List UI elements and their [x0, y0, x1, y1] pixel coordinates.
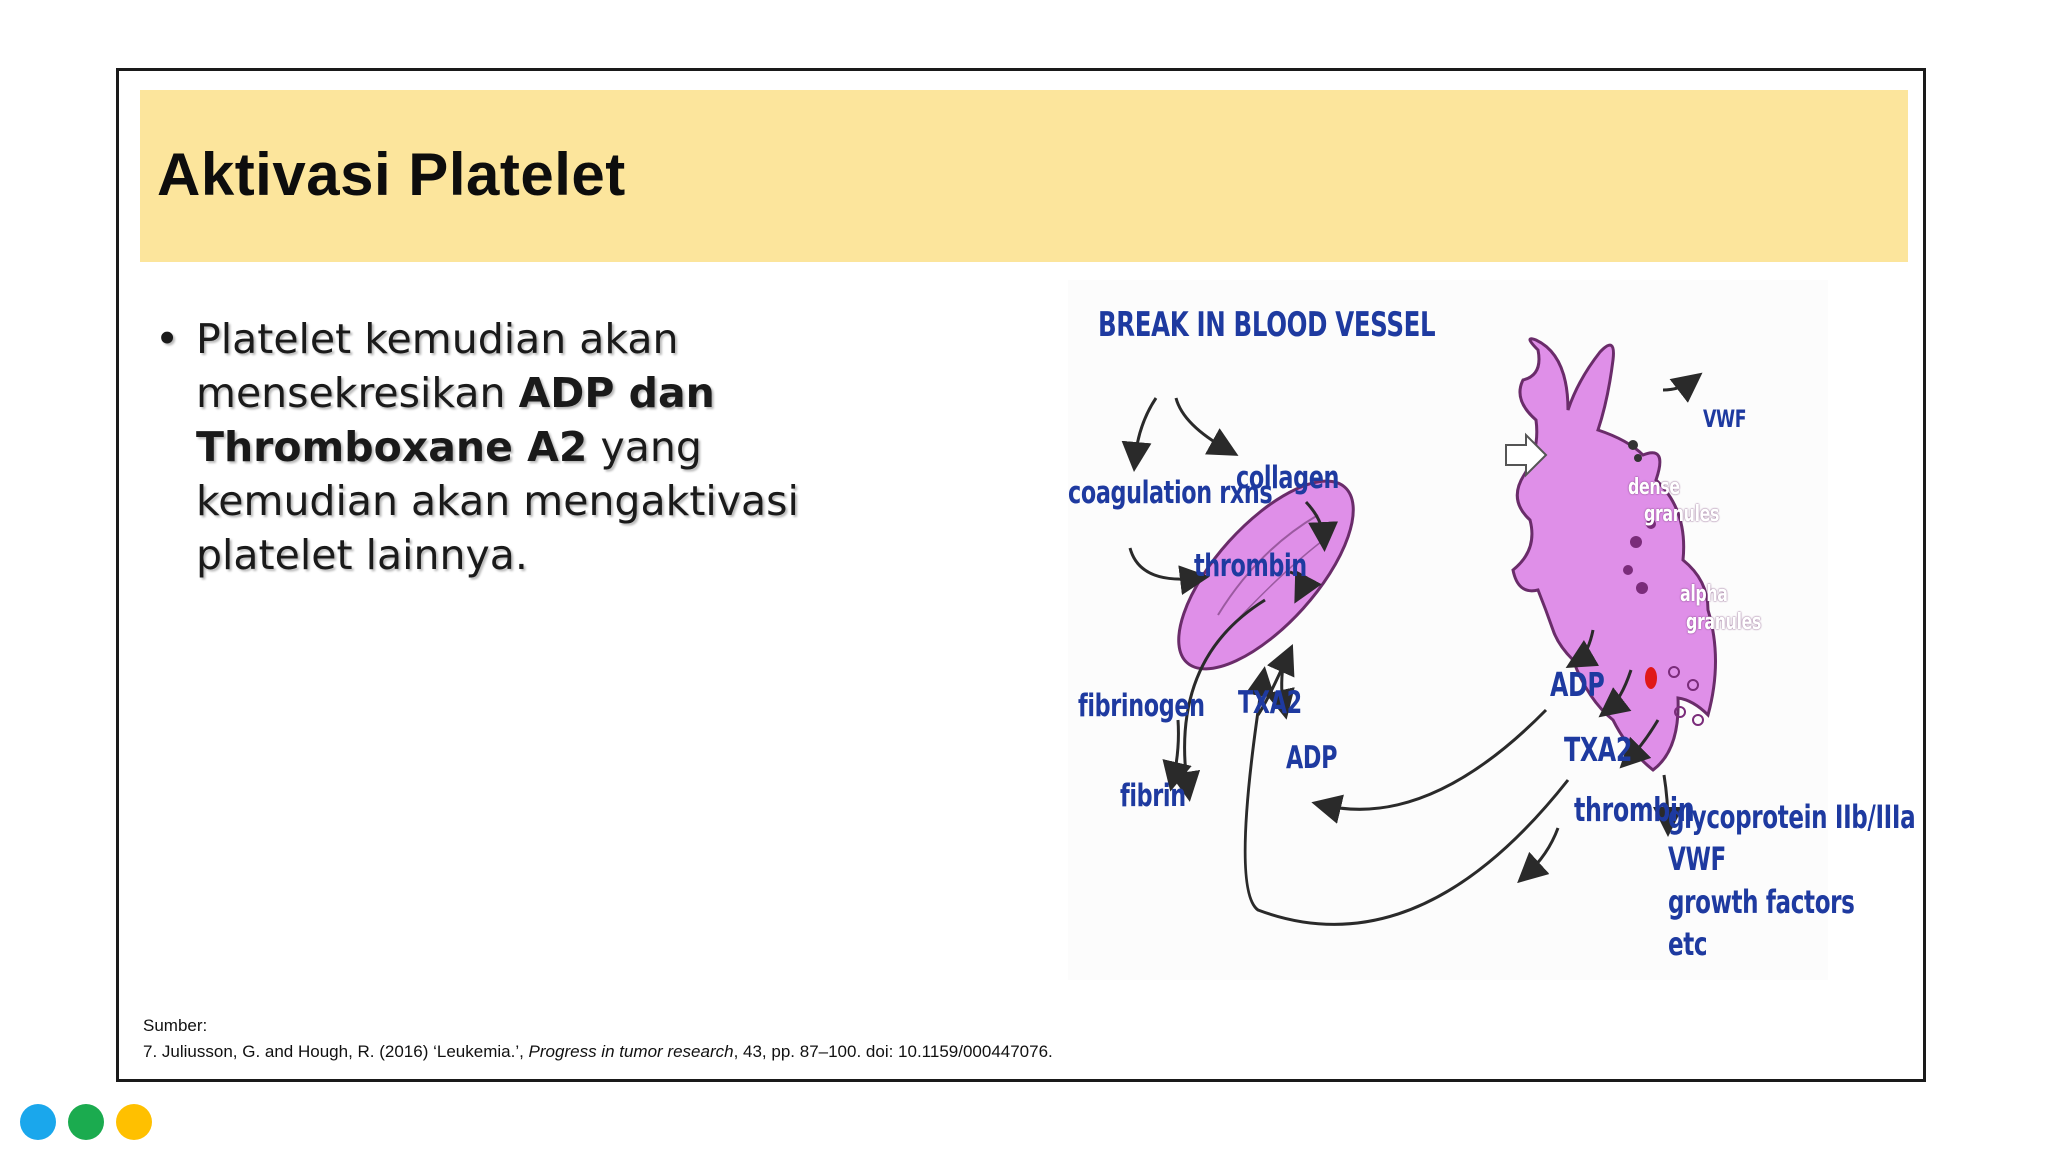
- label-coagulation-rxns: coagulation rxns: [1068, 475, 1273, 511]
- label-txa2-right: TXA2: [1564, 730, 1633, 769]
- label-vwf-top: VWF: [1703, 405, 1747, 433]
- label-fibrinogen: fibrinogen: [1078, 688, 1205, 724]
- bullet-text-part-2: yang kemudian akan mengaktivasi platelet lainnya.: [196, 423, 799, 579]
- label-adp-right: ADP: [1550, 665, 1605, 704]
- bullet-point: [155, 312, 915, 582]
- label-alpha-granules: granules: [1686, 610, 1762, 635]
- yellow-dot: [116, 1104, 152, 1140]
- label-break-in-blood-vessel: BREAK IN BLOOD VESSEL: [1098, 305, 1436, 345]
- label-fibrin: fibrin: [1120, 778, 1186, 814]
- label-txa2-left: TXA2: [1238, 685, 1302, 721]
- red-marker: [1645, 667, 1657, 689]
- label-collagen: collagen: [1236, 460, 1340, 496]
- label-growth-factors: growth factors: [1668, 883, 1855, 921]
- slide-title: Aktivasi Platelet: [157, 141, 626, 208]
- source-label: Sumber:: [143, 1016, 208, 1035]
- source-reference: [143, 1039, 1053, 1065]
- label-thrombin-right: thrombin: [1574, 790, 1695, 829]
- bullet-text-bold: ADP dan Thromboxane A2: [196, 369, 715, 471]
- label-vwf-bottom: VWF: [1668, 840, 1726, 878]
- bullet-text-part-1: Platelet kemudian akan mensekresikan: [196, 315, 679, 417]
- label-glycoprotein: glycoprotein IIb/IIIa: [1668, 798, 1916, 836]
- citation-journal: Progress in tumor research: [528, 1042, 734, 1061]
- blue-dot: [20, 1104, 56, 1140]
- citation-prefix: 7. Juliusson, G. and Hough, R. (2016) ‘Leukemia.’,: [143, 1042, 529, 1061]
- label-adp-left: ADP: [1286, 740, 1338, 776]
- label-dense-granules: granules: [1644, 502, 1720, 527]
- citation-suffix: , 43, pp. 87–100. doi: 10.1159/000447076.: [733, 1042, 1053, 1061]
- label-alpha: alpha: [1680, 582, 1728, 607]
- bullet-text: [196, 312, 915, 582]
- source-citation: [143, 1013, 1053, 1065]
- label-etc: etc: [1668, 925, 1708, 963]
- label-thrombin-left: thrombin: [1194, 548, 1307, 584]
- bullet-symbol: •: [155, 315, 180, 363]
- green-dot: [68, 1104, 104, 1140]
- platelet-activation-diagram: [1068, 280, 1916, 980]
- label-dense: dense: [1628, 475, 1680, 500]
